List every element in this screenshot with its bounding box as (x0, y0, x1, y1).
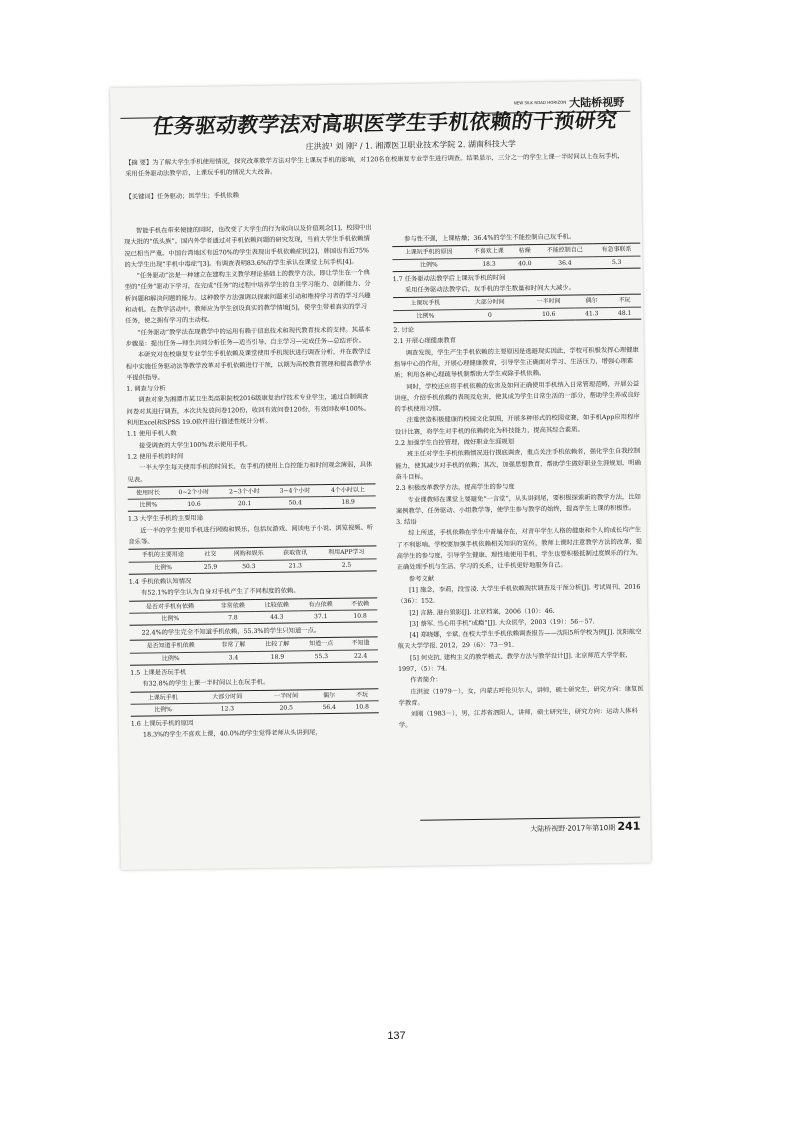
table-cell: 比例% (130, 652, 212, 665)
author-intro-title: 作者简介： (410, 676, 442, 685)
table-cell: 上课玩手机 (393, 297, 458, 310)
table-cell: 0~2个小时 (168, 486, 219, 499)
table-cell: 40.0 (513, 257, 537, 270)
paragraph: 综上所述，手机依赖在学生中普遍存在，对青年学生人格的健康和个人的成长均产生了不利影响。学校要加强手机依赖相关知识的宣传，教师上课时注意教学方法的改革，提高学生的参与度，引导学生健康、理性地使用手机，学生也要积极抵制过度娱乐的行为，正确处理手机与生活、学习的关系，让手机更好地服务自己。 (396, 527, 643, 572)
table-cell: 比例% (128, 499, 169, 512)
table-cell: 18.3 (465, 257, 513, 270)
table-cell: 比例% (392, 258, 465, 271)
table-cell: 知道一点 (299, 638, 343, 651)
table-cell: 上课玩手机的原因 (392, 246, 465, 259)
table-cell: 10.8 (343, 610, 378, 623)
table-usage-time (128, 483, 376, 512)
table-cell: 一半时间 (522, 296, 575, 309)
table-cell: 比例% (131, 703, 196, 716)
subsection-heading: 2.3 积极改革教学方法，提高学生的参与度 (395, 483, 515, 493)
reference-item: [5] 何克抗. 建构主义的教学模式、教学方法与教学设计[J]. 北京师范大学学报，1997，（5）：74. (398, 651, 632, 674)
paragraph: 有52.1%的学生认为自身对手机产生了不同程度的依赖。 (141, 587, 300, 597)
table-cell: 18.9 (255, 651, 299, 664)
reference-item: [3] 蔡军. 当心用手机“成瘾”[J]. 大众医学，2003（19）：56－57. (409, 618, 595, 628)
table-cell: 20.5 (260, 702, 313, 715)
table-cell: 2.5 (316, 558, 377, 571)
table-cell: 不依赖 (343, 597, 378, 610)
table-cell: 社交 (197, 548, 223, 561)
table-cell: 手机的主要用途 (128, 549, 197, 562)
table-cell: 18.9 (320, 496, 375, 509)
table-cell: 不玩 (608, 295, 641, 308)
table-cell: 大部分时间 (195, 690, 260, 703)
table-cell: 2~3个小时 (219, 485, 270, 498)
table-cell: 41.3 (575, 307, 608, 320)
table-cell: 55.3 (299, 650, 343, 663)
article-authors: 庄洪波¹ 刘 刚² / 1. 湘潭医卫职业技术学院 2. 湖南科技大学 (305, 139, 516, 152)
table-cell: 7.8 (211, 611, 255, 624)
table-cell: 枯燥 (512, 245, 536, 258)
table-cell: 5.3 (593, 256, 641, 269)
table-cell: 非常依赖 (211, 599, 255, 612)
table-dependence (129, 597, 377, 626)
table-cell: 网购和娱乐 (223, 548, 274, 561)
paragraph: 有32.8%的学生上课一半时间以上在玩手机。 (142, 679, 270, 688)
paragraph: “任务驱动”法是一种建立在建构主义教学理论基础上的教学方法，即让学生在一个典型的“任务”驱动下学习，在完成“任务”的过程中培养学生的自主学习能力、创新能力、分析问题和解决问题的能力。这种教学方法强调以探索问题来引动和维持学习者的学习兴趣和动机。在教学活动中，教师应为学生创设真实的教学情境[5]，使学生带着真实的学习任务，使之拥有学习的主动权。 (124, 269, 371, 326)
table-cell: 利用APP学习 (316, 546, 377, 559)
scanned-page (110, 81, 651, 870)
table-cell: 22.4 (343, 650, 378, 663)
subsection-heading: 2.2 加强学生自控管理，做好职业生涯规划 (394, 438, 515, 448)
table-reasons (392, 243, 640, 272)
table-cell: 一半时间 (259, 689, 312, 702)
table-cell: 37.1 (299, 610, 343, 623)
table-cell: 偶尔 (575, 295, 608, 308)
article-title: 任务驱动教学法对高职医学生手机依赖的干预研究 (151, 107, 619, 139)
table-cell: 大部分时间 (457, 296, 522, 309)
right-column (392, 231, 647, 732)
paragraph: 专业课教师在课堂上要避免“一言堂”，从头讲到尾，要积极探索新的教学方法，比如案例教学、任务驱动、小组教学等，使学生参与教学的始终，提高学生上课的积极性。 (395, 493, 641, 515)
table-cell: 比例% (129, 612, 211, 625)
paragraph: 接受调查的大学生100%表示使用手机。 (138, 440, 252, 450)
footer-page-number: 241 (617, 819, 641, 833)
table-cell: 50.3 (223, 560, 274, 573)
table-cell: 不知道 (343, 637, 378, 650)
table-cell: 比较依赖 (255, 598, 299, 611)
section-heading: 2. 讨论 (393, 326, 415, 335)
section-heading: 1. 调查与分析 (126, 385, 166, 393)
table-cell: 56.4 (313, 701, 346, 714)
page-number: 137 (387, 1030, 406, 1042)
table-cell: 不喜欢上课 (465, 245, 513, 258)
table-cell: 36.4 (537, 256, 593, 269)
article-keywords: 【关键词】任务驱动；医学生；手机依赖 (125, 192, 239, 201)
left-column (124, 222, 379, 741)
table-cell: 比较了解 (255, 638, 299, 651)
subsection-heading: 1.5 上课是否玩手机 (130, 668, 187, 677)
article-abstract: 【摘 要】为了解大学生手机使用情况，探究改革教学方法对学生上课玩手机的影响，对120名在校康复专业学生进行调查。结果显示，三分之一的学生上课一半时间以上在玩手机，采用任务驱动法教学后，上课玩手机的情况大大改善。 (125, 152, 624, 178)
page-footer (420, 817, 640, 836)
subsection-heading: 1.4 手机依赖认知情况 (128, 577, 192, 586)
table-cell: 不能控制自己 (537, 244, 593, 257)
table-cell: 10.6 (522, 308, 575, 321)
table-cell: 0 (458, 309, 523, 322)
journal-logo: 大陆桥视野 (569, 95, 625, 110)
paragraph: 班主任对学生手机依赖情况进行摸底调查，重点关注手机依赖者，强化学生自我控制能力，使其减少对手机的依赖；其次，加强思想教育，帮助学生做好职业生涯规划，明确奋斗目标。 (395, 447, 641, 481)
table-cell: 12.3 (195, 702, 260, 715)
table-cell: 44.3 (255, 611, 299, 624)
subsection-heading: 1.7 任务驱动法教学后上课玩手机的时间 (392, 274, 506, 283)
paragraph: “任务驱动”教学法在现教学中的运用有赖于信息技术和现代教育技术的支持。其基本步骤是：提出任务—师生共同分析任务—适当引导、自主学习—完成任务—总结评价。 (125, 326, 371, 348)
table-cell: 偶尔 (313, 689, 346, 702)
table-cell: 48.1 (608, 307, 641, 320)
subsection-heading: 2.1 开展心理健康教育 (393, 337, 457, 346)
table-cell: 比例% (129, 561, 198, 574)
table-cell: 21.3 (274, 559, 316, 572)
table-cell: 是否对手机有依赖 (129, 600, 211, 613)
table-cell: 3.4 (211, 651, 255, 664)
footer-journal: 大陆桥视野·2017年第10期 (530, 824, 616, 834)
table-cell: 使用时长 (128, 487, 169, 500)
paragraph: 智能手机在带来便捷的同时，也改变了大学生的行为取向以及价值观念[1]，校园中出现大批的“低头族”。国内外学者通过对手机依赖问题的研究发现，当前大学生手机依赖情况已相当严重。中国台湾地区有近70%的学生表现出手机依赖症状[2]，韩国也有近75%的大学生出现“手机中毒症”[3]。有调查表明83.6%的学生承认在课堂上玩手机[4]。 (124, 224, 372, 269)
paragraph: 采用任务驱动法教学后，玩手机的学生数量和时间大大减少。 (404, 284, 575, 295)
table-cell: 3~4个小时 (270, 484, 321, 497)
subsection-heading: 1.3 大学生手机的主要用途 (127, 515, 204, 524)
table-cell: 10.6 (169, 498, 220, 511)
table-cell: 是否知道手机依赖 (130, 640, 212, 653)
journal-subtitle: NEW SILK ROAD HORIZON (513, 99, 567, 106)
table-cell: 比例% (393, 309, 458, 322)
table-phone-use (128, 546, 376, 575)
table-cell: 4个小时以上 (320, 484, 375, 497)
table-cell: 25.9 (197, 561, 223, 574)
author-bio: 刘刚（1983－），男，江苏省泗阳人，讲师，硕士研究生，研究方向：运动人体科学。 (398, 707, 638, 730)
table-awareness (130, 637, 378, 666)
paragraph: 本研究对在校康复专业学生手机依赖及课堂使用手机现状进行调查分析，并在教学过程中实施任务驱动法等教学改革对手机依赖进行干预，以期为高校教育管理和提高教学水平提供指导。 (125, 348, 372, 382)
reference-item: [4] 郑晓娜，辛斌. 在校大学生手机依赖调查报告——沈阳5所学校为例[J]. 沈阳航空航天大学学报. 2012，29（6）：73－91. (397, 628, 642, 651)
references-title: 参考文献 (408, 575, 435, 583)
table-cell: 非常了解 (211, 639, 255, 652)
paragraph: 近一半的学生使用手机进行网购和娱乐，包括玩游戏、阅读电子小说、浏览视频、听音乐等。 (128, 524, 374, 546)
paragraph: 一半大学生每天使用手机的时间长，在手机的使用上自控能力和时间观念薄弱，具体见表。 (127, 461, 373, 484)
subsection-heading: 1.1 使用手机人数 (126, 430, 177, 439)
paragraph: 调查对象为湘潭市某卫生类高职院校2016级康复治疗技术专业学生，通过自制调查问卷对其进行调查，本次共发放问卷120份，收回有效问卷120份，有效回收率100%。利用Excel和SPSS 19.0软件进行描述性统计分析。 (126, 393, 371, 427)
table-cell: 10.8 (346, 701, 379, 714)
table-cell: 不玩 (345, 688, 378, 701)
reference-item: [2] 言路. 港台狼影[J]. 北京档案，2006（10）：46. (409, 607, 555, 617)
table-cell: 有点依赖 (299, 598, 343, 611)
paragraph: 18.3%的学生不喜欢上课，40.0%的学生觉得老师从头讲到尾， (142, 729, 322, 740)
section-heading: 3. 结语 (396, 518, 417, 527)
paragraph: 同时，学校还应将手机依赖的危害及如何正确使用手机纳入日常管理范畴，开展公益讲座，介绍手机依赖的表现及危害，使其成为学生日常生活的一部分，帮助学生养成良好的手机使用习惯。 (394, 380, 640, 414)
subsection-heading: 1.6 上课玩手机的原因 (130, 720, 194, 728)
paragraph: 参与性不强，上课枯燥；36.4%的学生不能控制自己玩手机。 (404, 233, 576, 243)
table-cell: 50.4 (270, 497, 321, 510)
paragraph: 调查发现，学生产生手机依赖的主要原因是逃避现实因此，学校可积极发挥心理健康指导中心的作用，开展心理健康教育，引导学生正确面对学习、生活压力，增强心理素质；利用各种心理疏导机制帮助大学生戒除手机依赖。 (393, 346, 639, 380)
table-cell: 上课玩手机 (130, 691, 195, 704)
subsection-heading: 1.2 使用手机的时间 (127, 452, 184, 461)
table-cell: 获取资讯 (274, 547, 316, 560)
table-cell: 有急事联系 (593, 243, 641, 256)
paragraph: 注重营造积极健康的校园文化氛围，开展多种形式的校园竞赛，如手机App应用程序设计比赛，将学生对手机的依赖转化为科技能力，提高其综合素质。 (394, 414, 640, 436)
reference-item: [1] 施念，李莉，段雪凌. 大学生手机依赖现状调查及干预分析[J]. 考试周刊，2016（36）：152. (397, 583, 641, 606)
table-after-intervention (393, 294, 641, 323)
table-cell: 20.1 (219, 497, 270, 510)
paragraph: 22.4%的学生完全不知道手机依赖，55.3%的学生只知道一点。 (141, 627, 321, 637)
table-class-phone (130, 688, 378, 717)
author-bio: 庄洪波（1979－），女，内蒙古呼伦贝尔人，讲师，硕士研究生，研究方向：康复医学教育。 (398, 685, 644, 707)
